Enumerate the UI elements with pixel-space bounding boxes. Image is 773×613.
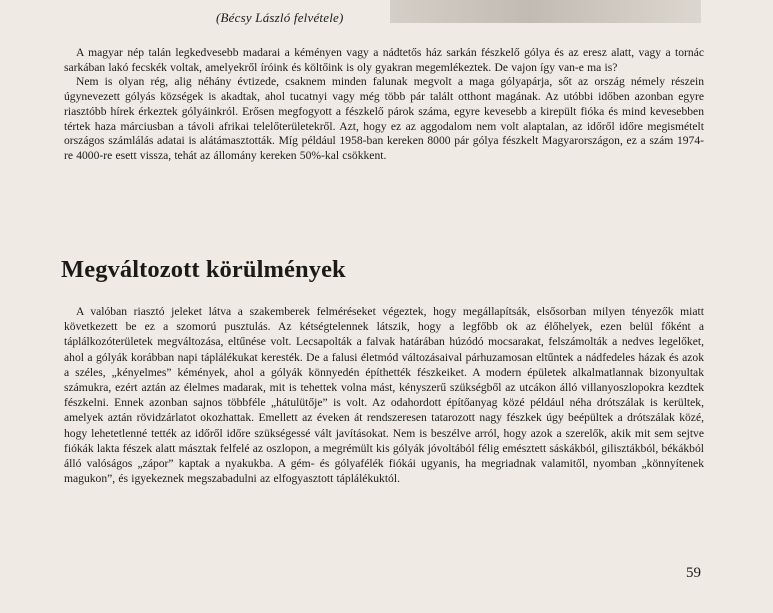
- photo-caption: (Bécsy László felvétele): [216, 10, 344, 25]
- section-text: [64, 304, 704, 486]
- section-paragraph: A valóban riasztó jeleket látva a szakemberek felméréseket végeztek, hogy megállapítsák, elsősorban milyen tényezők miatt következett be ez a szomorú pusztulás. Az kétségtelennek látszik, hogy a legfőbb ok az élőhelyek, ezen belül főként a táplálkozóterületek megváltozása, eltűnése volt. Lecsapolták a falvak határában húzódó mocsarakat, felszámolták a nedves legelőket, ahol a gólyák korábban napi táplálékukat keresték. De a falusi életmód változásaival párhuzamosan eltűntek a nádfedeles házak és azok a széles, „kényelmes” kémények, ahol a gólyák könnyedén építhették fészkeiket. A modern épületek alkalmatlannak bizonyultak számukra, ezért aztán az élelmes madarak, mit is tehettek volna mást, kényszerű szükségből az utcákon álló villanyoszlopokra kezdtek fészkelni. Ennek azonban sajnos többféle „hátulütője” is volt. Az odahordott építőanyag közé például néha drótszálak is kerültek, amelyek aztán rövidzárlatot okozhattak. Emellett az éveken át rendszeresen tatarozott nagy fészkek úgy beépültek a drótszálak közé, hogy lehetetlenné tették az időről időre szükségessé vált javításokat. Nem is beszélve arról, hogy azok a szerelők, akik mit sem sejtve fiókák lakta fészek alatt másztak felfelé az oszlopon, a megrémült kis gólyák jóvoltából félig emésztett sáskákból, gilisztákból, békákból álló valóságos „zápor” kaptak a nyakukba. A gém- és gólyafélék fiókái ugyanis, ha megriadnak valamitől, nyomban „könnyítenek magukon”, és igyekeznek megszabadulni az elfogyasztott táplálékuktól.: [64, 305, 704, 486]
- photo-edge: [390, 0, 701, 23]
- section-heading: Megváltozott körülmények: [61, 256, 346, 283]
- page-number: 59: [686, 565, 701, 581]
- intro-paragraph: Nem is olyan rég, alig néhány évtizede, csaknem minden falunak megvolt a maga gólyapárja, sőt az ország némely részein úgynevezett gólyás községek is akadtak, ahol tucatnyi vagy még több pár talált otthont magának. Az utóbbi időben azonban egyre riasztóbb hírek érkeztek gólyáinkról. Erősen megfogyott a fészkelő párok száma, egyre kevesebb a kirepült fióka és mind kevesebben tértek haza márciusban a távoli afrikai telelőterületekről. Azt, hogy ez az aggodalom nem volt alaptalan, az időről időre megismételt országos számlálás adatai is alátámasztották. Míg például 1958-ban kereken 8000 pár gólya fészkelt Magyarországon, ez a szám 1974-re 4000-re esett vissza, tehát az állomány kereken 50%-kal csökkent.: [64, 75, 704, 162]
- intro-paragraph: A magyar nép talán legkedvesebb madarai a kéményen vagy a nádtetős ház sarkán fészkelő gólya és az eresz alatt, vagy a tornác sarkában lakó fecskék voltak, amelyekről íróink és költőink is oly gyakran megemlékeztek. De vajon így van-e ma is?: [64, 46, 704, 74]
- intro-text: [64, 46, 704, 164]
